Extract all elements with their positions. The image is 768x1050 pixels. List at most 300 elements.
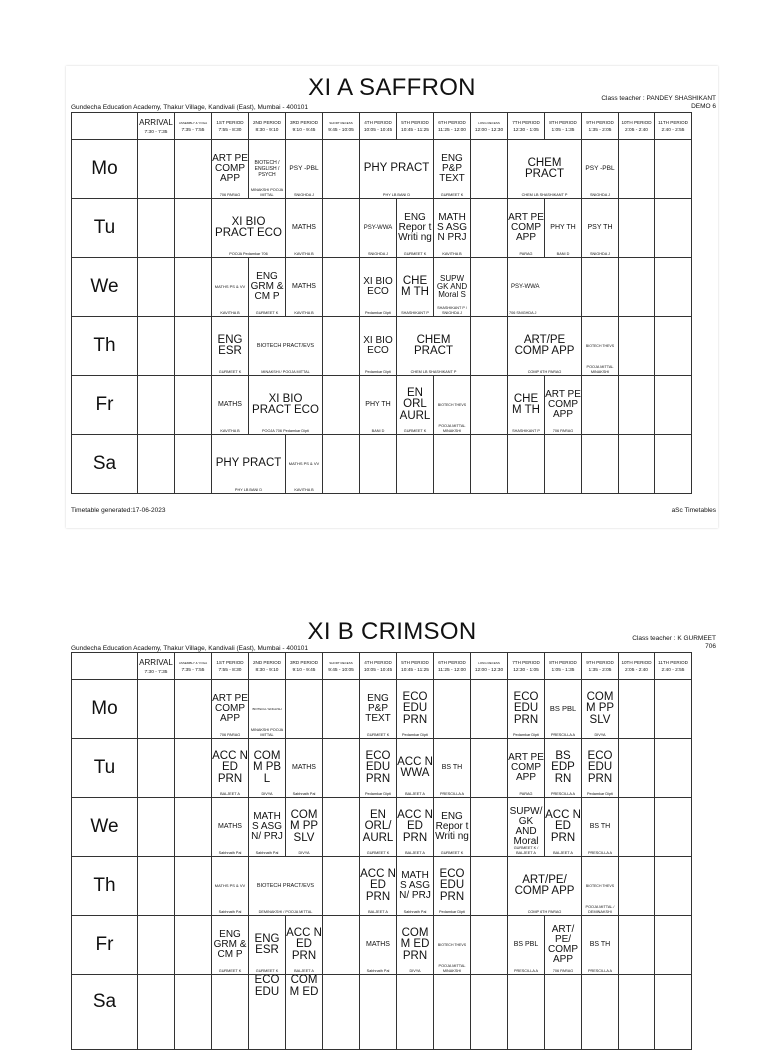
lesson-cell[interactable] xyxy=(212,680,249,739)
lesson-subject: BIOTECH / ENGLISH xyxy=(252,707,282,711)
lesson-teacher: MINAKSHI / POOJA MITTAL xyxy=(261,369,310,374)
lesson-teacher: BALJEET A xyxy=(405,850,425,855)
lesson-subject: ENG P&P TEXT xyxy=(439,153,465,184)
lesson-cell[interactable] xyxy=(212,140,249,199)
lesson-cell[interactable] xyxy=(286,199,323,258)
lesson-teacher: 706 PARAG xyxy=(219,732,241,737)
empty-cell xyxy=(323,376,360,435)
day-label: Fr xyxy=(72,916,138,975)
empty-cell xyxy=(175,199,212,258)
lesson-cell[interactable] xyxy=(508,857,582,916)
lesson-subject: SUPW GK AND Moral S xyxy=(436,274,468,299)
lesson-cell[interactable] xyxy=(249,258,286,317)
lesson-cell[interactable] xyxy=(212,798,249,857)
lesson-subject: ACC N ED PRN xyxy=(286,926,322,962)
empty-cell xyxy=(323,857,360,916)
generated-date: Timetable generated:17-06-2023 xyxy=(71,507,166,514)
empty-cell xyxy=(138,798,175,857)
lesson-cell[interactable] xyxy=(249,680,286,739)
lesson-subject: ACC N ED PRN xyxy=(212,749,248,785)
lesson-teacher: DIVYA xyxy=(409,968,421,973)
lesson-cell[interactable] xyxy=(545,798,582,857)
lesson-cell[interactable] xyxy=(212,435,286,494)
period-header: 7TH PERIOD 12:30 - 1:05 xyxy=(508,653,545,680)
empty-cell xyxy=(619,916,655,975)
lesson-teacher: DIVYA xyxy=(298,850,310,855)
lesson-cell[interactable] xyxy=(397,798,434,857)
lesson-cell[interactable] xyxy=(212,739,249,798)
empty-cell xyxy=(471,258,508,317)
lesson-subject: PSY -PBL xyxy=(289,165,319,172)
lesson-cell[interactable] xyxy=(286,916,323,975)
lesson-teacher: BALJEET A xyxy=(405,791,425,796)
lesson-subject: BS TH xyxy=(589,823,611,830)
lesson-teacher: Pedamkar Dipti xyxy=(513,732,539,737)
software-credit: aSc Timetables xyxy=(671,507,716,514)
empty-cell xyxy=(508,975,545,1050)
empty-cell xyxy=(323,140,360,199)
lesson-cell[interactable] xyxy=(286,798,323,857)
lesson-cell[interactable] xyxy=(582,857,619,916)
lesson-teacher: POOJA MITTAL / DEMINAKSHI xyxy=(585,905,615,914)
lesson-teacher: MINAKSHI POOJA MITTAL xyxy=(250,188,284,197)
lesson-cell[interactable] xyxy=(434,140,471,199)
lesson-teacher: PRESCILLA A xyxy=(587,850,613,855)
lesson-cell[interactable] xyxy=(508,680,545,739)
lesson-cell[interactable] xyxy=(360,739,397,798)
empty-cell xyxy=(175,857,212,916)
lesson-teacher: POOJA MITTAL MINAKSHI xyxy=(438,964,466,973)
lesson-cell[interactable] xyxy=(508,916,545,975)
empty-cell xyxy=(175,798,212,857)
lesson-teacher: PRESCILLA A xyxy=(550,791,576,796)
empty-cell xyxy=(655,916,692,975)
lesson-subject: COM M PP SLV xyxy=(289,808,319,844)
empty-cell xyxy=(138,258,175,317)
empty-cell xyxy=(545,975,582,1050)
empty-cell xyxy=(655,798,692,857)
lesson-subject: EN ORL/ AURL xyxy=(362,808,394,844)
lesson-subject: PHY PRACT xyxy=(215,457,282,470)
lesson-subject: BS TH xyxy=(441,764,463,771)
empty-cell xyxy=(619,975,655,1050)
day-row-tu xyxy=(72,199,692,258)
empty-cell xyxy=(471,140,508,199)
lesson-cell[interactable] xyxy=(397,317,471,376)
class-teacher xyxy=(632,635,716,651)
lesson-cell[interactable] xyxy=(286,258,323,317)
lesson-cell[interactable] xyxy=(360,199,397,258)
lesson-teacher: BANI D xyxy=(556,251,570,256)
lesson-subject: MATHS PS & VV xyxy=(214,883,246,888)
period-header: ASSEMBLY & YOGA 7:35 - 7:55 xyxy=(175,113,212,140)
empty-cell xyxy=(471,857,508,916)
period-header: ARRIVAL 7:30 - 7:35 xyxy=(138,113,175,140)
lesson-cell[interactable] xyxy=(397,376,434,435)
lesson-cell[interactable] xyxy=(434,798,471,857)
lesson-cell[interactable] xyxy=(397,258,434,317)
lesson-subject: ART PE COMP APP xyxy=(508,212,544,243)
lesson-cell[interactable] xyxy=(212,916,249,975)
lesson-cell[interactable] xyxy=(286,140,323,199)
lesson-teacher: KAVITHA B xyxy=(442,251,462,256)
lesson-teacher: PRESCILLA A xyxy=(587,968,613,973)
lesson-cell[interactable] xyxy=(582,140,619,199)
period-header: 7TH PERIOD 12:30 - 1:05 xyxy=(508,113,545,140)
lesson-cell[interactable] xyxy=(582,199,619,258)
lesson-cell[interactable] xyxy=(508,317,582,376)
lesson-subject: ACC N WWA xyxy=(397,755,433,779)
lesson-cell[interactable] xyxy=(582,739,619,798)
lesson-cell[interactable] xyxy=(286,739,323,798)
day-row-th xyxy=(72,317,692,376)
lesson-subject: XI BIO ECO xyxy=(363,335,393,356)
empty-cell xyxy=(138,916,175,975)
lesson-teacher: GURMEET K xyxy=(440,850,464,855)
empty-cell xyxy=(138,199,175,258)
lesson-cell[interactable] xyxy=(360,798,397,857)
lesson-cell[interactable] xyxy=(545,199,582,258)
period-header: 4TH PERIOD 10:05 - 10:45 xyxy=(360,653,397,680)
lesson-teacher: POOJA Pedamkar 706 xyxy=(229,251,268,256)
lesson-teacher: CHEM LB SHASHIKANT P xyxy=(521,192,568,197)
lesson-cell[interactable] xyxy=(434,739,471,798)
lesson-subject: PSY TH xyxy=(587,224,613,231)
empty-cell xyxy=(619,680,655,739)
lesson-cell[interactable] xyxy=(434,258,471,317)
lesson-cell[interactable] xyxy=(545,739,582,798)
lesson-subject: MATHS xyxy=(292,283,316,290)
empty-cell xyxy=(397,435,434,494)
lesson-subject: ART PE COMP APP xyxy=(212,693,248,724)
lesson-subject: PSY-WWA xyxy=(511,284,540,290)
period-header: 1ST PERIOD 7:55 - 8:30 xyxy=(212,653,249,680)
lesson-teacher: SNIGHDA J xyxy=(293,192,315,197)
lesson-subject: MATHS xyxy=(292,764,316,771)
empty-cell xyxy=(175,975,212,1050)
lesson-subject: ECO EDU PRN xyxy=(513,690,539,726)
empty-cell xyxy=(175,435,212,494)
empty-cell xyxy=(655,317,692,376)
lesson-subject: ART PE COMP APP xyxy=(508,752,544,783)
empty-cell xyxy=(582,975,619,1050)
lesson-subject: COM M ED xyxy=(289,974,319,998)
lesson-teacher: Pedamkar Dipti xyxy=(365,791,391,796)
period-header: 3RD PERIOD 9:10 - 9:45 xyxy=(286,113,323,140)
lesson-teacher: COMP 6TH PARAG xyxy=(527,369,562,374)
period-header: 5TH PERIOD 10:45 - 11:25 xyxy=(397,653,434,680)
empty-cell xyxy=(138,739,175,798)
day-label: Th xyxy=(72,857,138,916)
empty-cell xyxy=(175,140,212,199)
day-row-fr xyxy=(72,916,692,975)
lesson-teacher: GURMEET K xyxy=(255,968,279,973)
lesson-cell[interactable] xyxy=(434,857,471,916)
lesson-teacher: BALJEET A xyxy=(553,850,573,855)
lesson-cell[interactable] xyxy=(249,317,323,376)
school-name: Gundecha Education Academy, Thakur Village, Kandivali (East), Mumbai - 400101 xyxy=(71,645,309,652)
empty-cell xyxy=(471,680,508,739)
lesson-cell[interactable] xyxy=(249,975,286,1050)
empty-cell xyxy=(471,975,508,1050)
period-header-row xyxy=(72,113,692,140)
lesson-cell[interactable] xyxy=(508,140,582,199)
empty-cell xyxy=(138,376,175,435)
lesson-subject: ART/PE COMP APP xyxy=(514,333,575,357)
lesson-subject: ECO EDU xyxy=(254,974,280,998)
lesson-teacher: 706 PARAG xyxy=(219,192,241,197)
lesson-cell[interactable] xyxy=(434,916,471,975)
lesson-subject: BIOTECH PRACT/EVS xyxy=(256,343,315,349)
period-header-row xyxy=(72,653,692,680)
lesson-teacher: GURMEET K xyxy=(366,850,390,855)
empty-cell xyxy=(545,435,582,494)
lesson-cell[interactable] xyxy=(545,680,582,739)
lesson-subject: ACC N ED PRN xyxy=(545,808,581,844)
lesson-teacher: SNIGHDA J xyxy=(367,251,389,256)
day-row-mo xyxy=(72,140,692,199)
period-header: 11TH PERIOD 2:40 - 2:55 xyxy=(655,653,692,680)
header-corner xyxy=(72,113,138,140)
empty-cell xyxy=(655,435,692,494)
empty-cell xyxy=(508,435,545,494)
lesson-cell[interactable] xyxy=(582,916,619,975)
class-teacher-name: Class teacher : PANDEY SHASHIKANT xyxy=(601,95,716,102)
lesson-cell[interactable] xyxy=(397,680,434,739)
lesson-subject: MATH S ASG N PRJ xyxy=(436,212,467,243)
lesson-teacher: PHY LB BANI D xyxy=(382,192,411,197)
lesson-cell[interactable] xyxy=(508,739,545,798)
lesson-subject: MATHS xyxy=(292,224,316,231)
lesson-subject: XI BIO PRACT ECO xyxy=(252,392,319,416)
empty-cell xyxy=(138,435,175,494)
lesson-subject: ECO EDU PRN xyxy=(587,749,613,785)
lesson-subject: BIOTECH THEVS xyxy=(437,943,467,947)
empty-cell xyxy=(619,140,655,199)
lesson-teacher: POOJA 706 Pedamkar Dipti xyxy=(261,428,310,433)
empty-cell xyxy=(434,975,471,1050)
period-header: 6TH PERIOD 11:25 - 12:00 xyxy=(434,113,471,140)
lesson-cell[interactable] xyxy=(545,376,582,435)
lesson-cell[interactable] xyxy=(360,857,397,916)
empty-cell xyxy=(619,435,655,494)
empty-cell xyxy=(471,916,508,975)
lesson-subject: ENG ESR xyxy=(254,932,280,956)
empty-cell xyxy=(655,140,692,199)
lesson-teacher: GURMEET K xyxy=(440,192,464,197)
empty-cell xyxy=(323,199,360,258)
lesson-teacher: PRESCILLA A xyxy=(513,968,539,973)
lesson-cell[interactable] xyxy=(360,140,434,199)
lesson-subject: MATH S ASG N/ PRJ xyxy=(399,870,431,901)
header-corner xyxy=(72,653,138,680)
day-label: We xyxy=(72,798,138,857)
lesson-cell[interactable] xyxy=(212,857,249,916)
lesson-cell[interactable] xyxy=(249,376,323,435)
lesson-teacher: PARAG xyxy=(519,791,533,796)
day-row-th xyxy=(72,857,692,916)
lesson-teacher: DIVYA xyxy=(594,732,606,737)
lesson-subject: ENG Repor t Writi ng xyxy=(435,811,469,842)
lesson-cell[interactable] xyxy=(360,916,397,975)
lesson-cell[interactable] xyxy=(360,376,397,435)
period-header: 2ND PERIOD 8:30 - 9:10 xyxy=(249,113,286,140)
lesson-teacher: KAVITHA B xyxy=(294,310,314,315)
lesson-teacher: Pedamkar Dipti xyxy=(365,369,391,374)
lesson-teacher: SHASHIKANT P xyxy=(401,310,429,315)
lesson-subject: PHY PRACT xyxy=(363,162,430,175)
lesson-teacher: Sabhnath Pal xyxy=(366,968,390,973)
lesson-subject: BIOTECH THEVS xyxy=(585,344,615,348)
lesson-subject: XI BIO ECO xyxy=(363,276,393,297)
period-header: LONG RECESS 12:00 - 12:30 xyxy=(471,113,508,140)
lesson-teacher: Pedamkar Dipti xyxy=(402,732,428,737)
period-header: 2ND PERIOD 8:30 - 9:10 xyxy=(249,653,286,680)
lesson-cell[interactable] xyxy=(397,857,434,916)
lesson-cell[interactable] xyxy=(397,739,434,798)
lesson-subject: CHE M TH xyxy=(512,392,540,416)
lesson-subject: PSY-WWA xyxy=(363,225,393,231)
lesson-cell[interactable] xyxy=(434,199,471,258)
lesson-subject: SUPW/ GK AND Moral xyxy=(509,806,543,847)
period-header: 3RD PERIOD 9:10 - 9:45 xyxy=(286,653,323,680)
empty-cell xyxy=(397,975,434,1050)
lesson-teacher: GURMEET K xyxy=(403,428,427,433)
timetable-page-xi-a-saffron xyxy=(66,66,718,528)
empty-cell xyxy=(138,857,175,916)
period-header: SHORT RECESS 9:45 - 10:05 xyxy=(323,113,360,140)
lesson-teacher: SNIGHDA J xyxy=(589,192,611,197)
lesson-subject: MATHS xyxy=(218,401,242,408)
lesson-cell[interactable] xyxy=(582,317,619,376)
period-header: SHORT RECESS 9:45 - 10:05 xyxy=(323,653,360,680)
lesson-teacher: KAVITHA B xyxy=(220,428,240,433)
lesson-subject: ENG GRM & CM P xyxy=(213,929,247,960)
lesson-cell[interactable] xyxy=(508,258,582,317)
period-header: 10TH PERIOD 2:05 - 2:40 xyxy=(619,113,655,140)
lesson-teacher: GURMEET K xyxy=(403,251,427,256)
lesson-teacher: SHASHIKANT P / SNIGHDA J xyxy=(437,306,467,315)
lesson-subject: CHEM PRACT xyxy=(525,156,564,180)
page-title: XI A SAFFRON xyxy=(308,74,476,101)
empty-cell xyxy=(655,739,692,798)
lesson-cell[interactable] xyxy=(508,199,545,258)
empty-cell xyxy=(212,975,249,1050)
lesson-cell[interactable] xyxy=(360,680,397,739)
lesson-subject: EN ORL AURL xyxy=(399,386,431,422)
empty-cell xyxy=(323,916,360,975)
lesson-teacher: Sabhnath Pal xyxy=(218,850,242,855)
day-row-mo xyxy=(72,680,692,739)
empty-cell xyxy=(175,376,212,435)
lesson-cell[interactable] xyxy=(508,376,545,435)
empty-cell xyxy=(138,975,175,1050)
day-label: We xyxy=(72,258,138,317)
lesson-cell[interactable] xyxy=(582,798,619,857)
empty-cell xyxy=(175,680,212,739)
lesson-teacher: Pedamkar Dipti xyxy=(365,310,391,315)
empty-cell xyxy=(323,435,360,494)
lesson-subject: MATHS PS & VV xyxy=(288,461,320,466)
lesson-cell[interactable] xyxy=(249,798,286,857)
lesson-teacher: MINAKSHI POOJA MITTAL xyxy=(250,728,284,737)
lesson-teacher: BALJEET A xyxy=(220,791,240,796)
empty-cell xyxy=(434,435,471,494)
lesson-cell[interactable] xyxy=(212,376,249,435)
lesson-subject: PHY TH xyxy=(365,401,391,408)
class-teacher xyxy=(601,95,716,111)
lesson-cell[interactable] xyxy=(360,317,397,376)
empty-cell xyxy=(323,798,360,857)
lesson-subject: MATH S ASG N/ PRJ xyxy=(251,811,283,842)
lesson-cell[interactable] xyxy=(212,317,249,376)
period-header: ASSEMBLY & YOGA 7:35 - 7:55 xyxy=(175,653,212,680)
lesson-teacher: 706 PARAG xyxy=(552,428,574,433)
day-label: Mo xyxy=(72,680,138,739)
lesson-cell[interactable] xyxy=(212,258,249,317)
lesson-subject: ENG P&P TEXT xyxy=(365,693,391,724)
empty-cell xyxy=(655,680,692,739)
lesson-subject: BS TH xyxy=(589,941,611,948)
lesson-subject: BIOTECH THEVS xyxy=(437,403,467,407)
lesson-cell[interactable] xyxy=(286,975,323,1050)
lesson-teacher: DEMINAKSHI / POOJA MITTAL xyxy=(258,909,313,914)
empty-cell xyxy=(175,739,212,798)
lesson-subject: PHY TH xyxy=(550,224,576,231)
lesson-teacher: Pedamkar Dipti xyxy=(439,909,465,914)
lesson-cell[interactable] xyxy=(397,916,434,975)
empty-cell xyxy=(619,317,655,376)
lesson-cell[interactable] xyxy=(249,140,286,199)
period-header: 6TH PERIOD 11:25 - 12:00 xyxy=(434,653,471,680)
empty-cell xyxy=(138,140,175,199)
lesson-cell[interactable] xyxy=(508,798,545,857)
lesson-cell[interactable] xyxy=(286,435,323,494)
lesson-teacher: BALJEET A xyxy=(368,909,388,914)
empty-cell xyxy=(286,680,323,739)
lesson-subject: COM M PP SLV xyxy=(585,690,615,726)
empty-cell xyxy=(619,199,655,258)
lesson-teacher: Sabhnath Pal xyxy=(292,791,316,796)
lesson-cell[interactable] xyxy=(249,739,286,798)
empty-cell xyxy=(471,739,508,798)
lesson-cell[interactable] xyxy=(397,199,434,258)
day-row-sa xyxy=(72,435,692,494)
lesson-teacher: KAVITHA B xyxy=(294,487,314,492)
empty-cell xyxy=(655,975,692,1050)
lesson-cell[interactable] xyxy=(249,916,286,975)
lesson-cell[interactable] xyxy=(582,680,619,739)
empty-cell xyxy=(655,258,692,317)
class-teacher-name: Class teacher : K GURMEET xyxy=(632,635,716,642)
lesson-teacher: BANI D xyxy=(371,428,385,433)
period-header: LONG RECESS 12:00 - 12:30 xyxy=(471,653,508,680)
lesson-cell[interactable] xyxy=(249,857,323,916)
timetable-grid xyxy=(71,112,692,494)
lesson-cell[interactable] xyxy=(212,199,286,258)
lesson-cell[interactable] xyxy=(434,376,471,435)
day-label: Fr xyxy=(72,376,138,435)
lesson-subject: ART/PE/ COMP APP xyxy=(514,873,575,897)
lesson-teacher: GURMEET K xyxy=(218,369,242,374)
empty-cell xyxy=(619,376,655,435)
lesson-subject: ART PE COMP APP xyxy=(212,153,248,184)
period-header: 1ST PERIOD 7:55 - 8:30 xyxy=(212,113,249,140)
lesson-cell[interactable] xyxy=(545,916,582,975)
lesson-teacher: 706 PARAG xyxy=(552,968,574,973)
day-row-fr xyxy=(72,376,692,435)
lesson-cell[interactable] xyxy=(360,258,397,317)
